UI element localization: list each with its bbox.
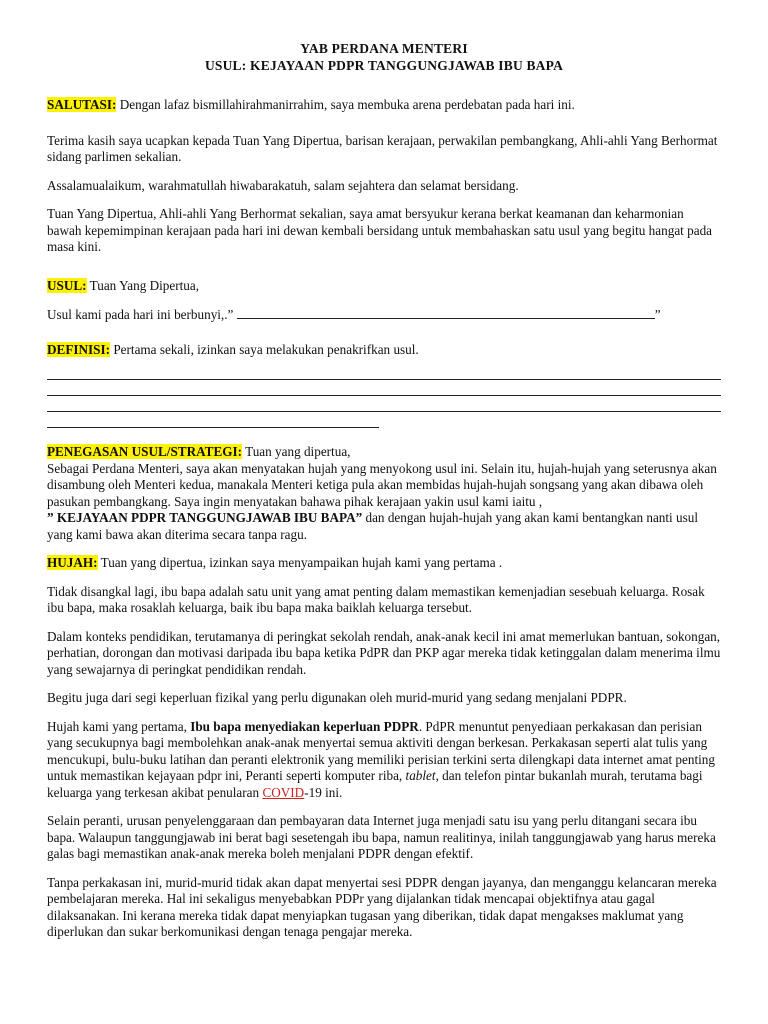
- body-paragraph-5: Selain peranti, urusan penyelenggaraan dan pembayaran data Internet juga menjadi satu isu yang perlu ditangani secara ibu bapa. Walaupun tanggungjawab ini berat bagi sesetengah ibu bapa, namun realitinya, inilah tanggungjawab yang harus mereka galas bagi memastikan anak-anak mereka boleh menjalani PDPR dengan efektif.: [47, 813, 716, 861]
- body-paragraph-6: Tanpa perkakasan ini, murid-murid tidak akan dapat menyertai sesi PDPR dengan jayanya, dan menganggu kelancaran mereka pembelajaran mereka. Hal ini sekaligus menyebabkan PDPr yang dijalankan tidak mencapai objektifnya atau gagal dilaksanakan. Ini kerana mereka tidak dapat menyiapkan tugasan yang diberikan, tidak dapat mengakses maklumat yang diperlukan dan sukar berkomunikasi dengan tenaga pengajar mereka.: [47, 874, 717, 939]
- salutasi-text: Dengan lafaz bismillahirahmanirrahim, saya membuka arena perdebatan pada hari ini.: [116, 97, 575, 112]
- intro-paragraph-2: Assalamualaikum, warahmatullah hiwabarakatuh, salam sejahtera dan selamat bersidang.: [47, 177, 519, 193]
- p4-text-e: , dan telefon pintar bukanlah murah, terutama bagi keluarga yang terkesan akibat penularan: [47, 768, 703, 800]
- usul-label: USUL:: [47, 277, 87, 293]
- title-line-1: YAB PERDANA MENTERI: [300, 41, 468, 56]
- penegasan-label: PENEGASAN USUL/STRATEGI:: [47, 444, 243, 459]
- definisi-blank-line-2: [47, 380, 721, 396]
- salutasi-label: SALUTASI:: [47, 97, 117, 112]
- definisi-label: DEFINISI:: [47, 341, 111, 357]
- definisi-text: Pertama sekali, izinkan saya melakukan penakrifkan usul.: [110, 341, 419, 357]
- definisi-blank-line-1: [47, 364, 721, 380]
- usul-paragraph: [47, 278, 721, 295]
- definisi-paragraph: [47, 342, 721, 359]
- p4-text-c: . PdPR menuntut penyediaan perkakasan dan perisian yang secukupnya bagi membolehkan anak-anak menyertai semua aktiviti dengan berkesan. Perkakasan seperti alat tulis yang mencukupi, bulu-buku latihan dan peranti elektronik yang memiliki perisian terkini serta dilengkapi data internet amat penting untuk memastikan kejayaan pdpr ini, Peranti seperti komputer riba,: [47, 718, 715, 783]
- definisi-blank-line-3: [47, 396, 721, 412]
- hujah-text: Tuan yang dipertua, izinkan saya menyampaikan hujah kami yang pertama .: [97, 555, 503, 570]
- p4-text-a: Hujah kami yang pertama,: [47, 718, 191, 734]
- definisi-blank-line-4: [47, 412, 379, 428]
- usul-line-end: ”: [654, 307, 661, 322]
- hujah-label: HUJAH:: [47, 555, 98, 570]
- body-paragraph-2: Dalam konteks pendidikan, terutamanya di peringkat sekolah rendah, anak-anak kecil ini amat memerlukan bantuan, sokongan, perhatian, dorongan dan motivasi daripada ibu bapa ketika PdPR dan PKP agar mereka tidak ketinggalan dalam menerima ilmu yang sewajarnya di peringkat pendidikan rendah.: [47, 628, 721, 677]
- usul-blank: [237, 306, 655, 319]
- body-paragraph-3: Begitu juga dari segi keperluan fizikal yang perlu digunakan oleh murid-murid yang sedang menjalani PDPR.: [47, 690, 627, 705]
- penegasan-heading: [47, 444, 721, 461]
- intro-paragraph-3: Tuan Yang Dipertua, Ahli-ahli Yang Berhormat sekalian, saya amat bersyukur kerana berkat keamanan dan keharmonian bawah kepemimpinan kerajaan pada hari ini dewan kembali bersidang untuk membahaskan satu usul yang begitu hangat pada masa kini.: [47, 206, 713, 254]
- usul-fill-line: [47, 306, 721, 324]
- penegasan-bold-usul: ” KEJAYAAN PDPR TANGGUNGJAWAB IBU BAPA”: [47, 510, 363, 525]
- hujah-paragraph: [47, 555, 721, 572]
- body-paragraph-1: Tidak disangkal lagi, ibu bapa adalah satu unit yang amat penting dalam memastikan kemenjadian sesebuah keluarga. Rosak ibu bapa, maka rosaklah keluarga, baik ibu bapa maka baiklah keluarga tersebut.: [47, 583, 705, 615]
- salutasi-paragraph: [47, 97, 721, 114]
- intro-paragraph-1: Terima kasih saya ucapkan kepada Tuan Yang Dipertua, barisan kerajaan, perwakilan pembangkang, Ahli-ahli Yang Berhormat sidang parlimen sekalian.: [47, 132, 718, 164]
- usul-text: Tuan Yang Dipertua,: [86, 277, 200, 293]
- penegasan-text-2: Sebagai Perdana Menteri, saya akan menyatakan hujah yang menyokong usul ini. Selain itu, hujah-hujah yang seterusnya akan disambung oleh Menteri kedua, manakala Menteri ketiga pula akan membidas hujah-hujah songsang yang akan dibawa oleh pasukan pembangkang. Saya ingin menyatakan bahawa pihak kerajaan yakin usul kami iaitu ,: [47, 460, 717, 509]
- penegasan-text-3: dan dengan hujah-hujah yang akan kami bentangkan nanti usul yang kami bawa akan diterima secara tanpa ragu.: [47, 510, 699, 542]
- title-line-2: USUL: KEJAYAAN PDPR TANGGUNGJAWAB IBU BAPA: [204, 58, 564, 73]
- document-title: [47, 40, 721, 74]
- penegasan-text-1: Tuan yang dipertua,: [242, 444, 351, 459]
- p4-italic-tablet: tablet: [405, 768, 436, 783]
- body-paragraph-4: [47, 719, 721, 802]
- covid-link[interactable]: COVID: [262, 784, 305, 800]
- p4-text-g: -19 ini.: [304, 784, 343, 800]
- penegasan-body: [47, 461, 721, 544]
- p4-bold: Ibu bapa menyediakan keperluan PDPR: [190, 718, 419, 734]
- usul-line-text: Usul kami pada hari ini berbunyi,.”: [47, 307, 237, 322]
